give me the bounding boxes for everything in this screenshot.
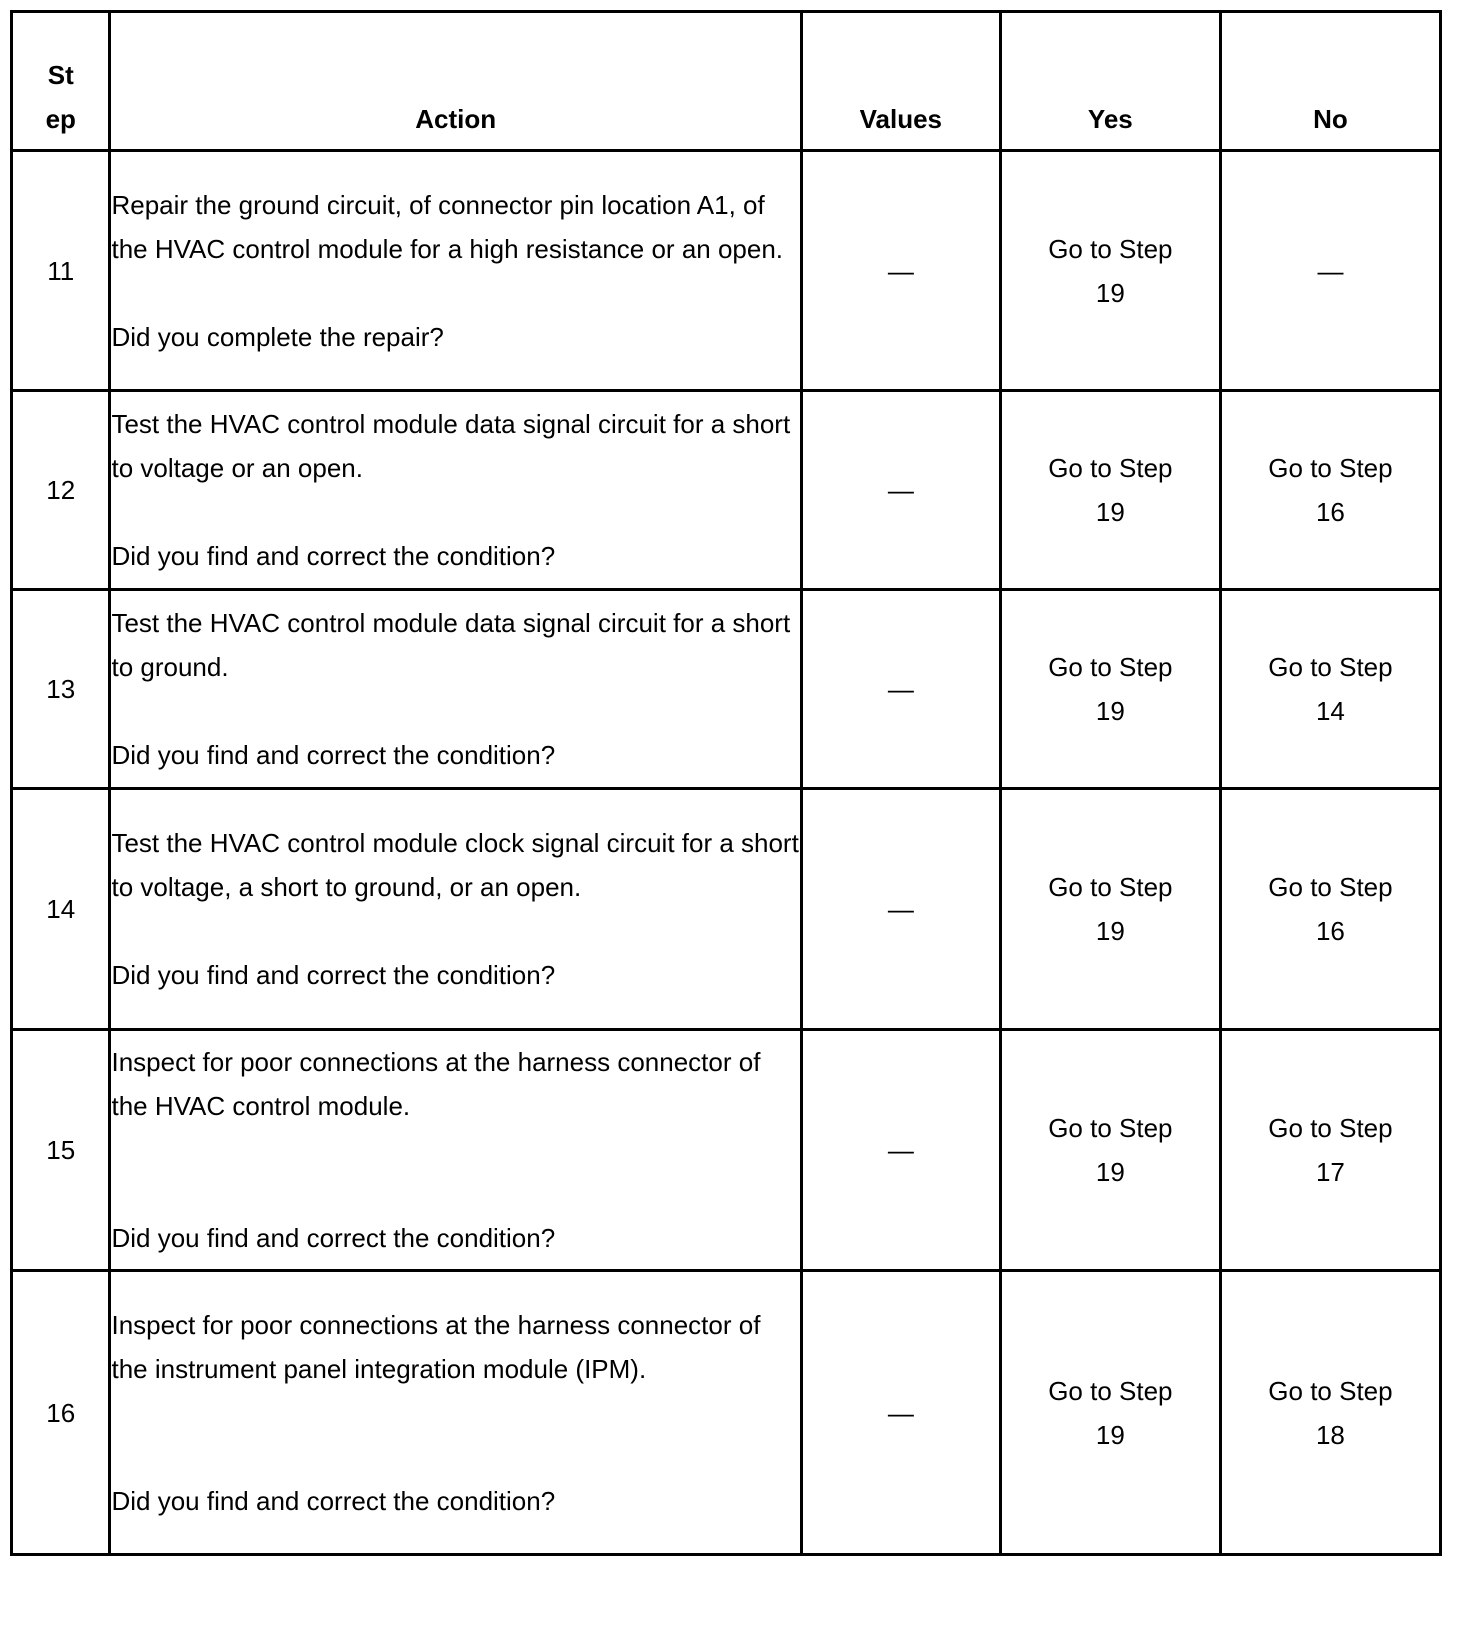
yes-goto-step: 19 [1095,916,1125,946]
step-number: 11 [12,151,110,391]
yes-cell [1000,590,1220,789]
no-goto-label: Go to Step [1268,1113,1393,1143]
header-row [12,12,1441,151]
diagnostic-table [10,10,1442,1556]
no-goto-step: 14 [1315,696,1345,726]
table-row [12,391,1441,590]
table-row [12,1030,1441,1271]
values-cell: — [801,391,1000,590]
yes-cell [1000,1271,1220,1555]
step-number: 13 [12,590,110,789]
no-column-header: No [1220,12,1440,151]
action-question: Did you find and correct the condition? [111,1223,556,1253]
no-goto-label: Go to Step [1268,453,1393,483]
no-goto-step: 16 [1315,916,1345,946]
values-cell: — [801,151,1000,391]
no-goto-step: 16 [1315,497,1345,527]
yes-goto-label: Go to Step [1048,1113,1173,1143]
values-column-header: Values [801,12,1000,151]
no-goto-label: Go to Step [1268,872,1393,902]
action-description: Inspect for poor connections at the harness connector of the instrument panel integration module (IPM). [111,1309,761,1384]
no-cell [1220,590,1440,789]
action-description: Test the HVAC control module clock signal circuit for a short to voltage, a short to ground, or an open. [111,828,799,902]
action-cell [110,391,801,590]
yes-cell [1000,151,1220,391]
action-question: Did you find and correct the condition? [111,960,556,990]
action-description: Repair the ground circuit, of connector pin location A1, of the HVAC control module for a high resistance or an open. [111,189,784,264]
step-column-header: St ep [12,12,110,151]
step-number: 14 [12,789,110,1030]
no-goto-step: 17 [1315,1157,1345,1187]
yes-goto-label: Go to Step [1048,652,1173,682]
yes-goto-link[interactable] [1002,865,1219,953]
values-cell: — [801,789,1000,1030]
step-number: 15 [12,1030,110,1271]
yes-goto-link[interactable] [1002,1369,1219,1457]
yes-goto-link[interactable] [1002,645,1219,733]
yes-goto-label: Go to Step [1048,872,1173,902]
action-question: Did you find and correct the condition? [111,740,556,770]
table-row [12,590,1441,789]
table-row [12,151,1441,391]
yes-goto-step: 19 [1095,1419,1125,1450]
step-number: 16 [12,1271,110,1555]
yes-goto-step: 19 [1095,696,1125,726]
action-description: Test the HVAC control module data signal circuit for a short to voltage or an open. [111,409,791,483]
yes-goto-step: 19 [1095,277,1125,308]
action-question: Did you find and correct the condition? [111,541,556,571]
values-cell: — [801,590,1000,789]
yes-column-header: Yes [1000,12,1220,151]
action-column-header: Action [110,12,801,151]
yes-goto-link[interactable] [1002,446,1219,534]
no-cell [1220,1030,1440,1271]
action-question: Did you find and correct the condition? [111,1485,556,1516]
no-goto-link[interactable] [1222,645,1439,733]
action-description: Inspect for poor connections at the harness connector of the HVAC control module. [111,1047,761,1121]
action-question: Did you complete the repair? [111,321,444,352]
no-goto-step: 18 [1315,1419,1345,1450]
values-cell: — [801,1030,1000,1271]
yes-goto-label: Go to Step [1048,453,1173,483]
no-goto-link[interactable] [1222,1106,1439,1194]
no-cell: — [1220,151,1440,391]
table-row [12,789,1441,1030]
no-goto-label: Go to Step [1268,652,1393,682]
no-cell [1220,391,1440,590]
no-cell [1220,789,1440,1030]
yes-cell [1000,789,1220,1030]
no-goto-link[interactable] [1222,446,1439,534]
action-description: Test the HVAC control module data signal circuit for a short to ground. [111,608,791,682]
yes-goto-step: 19 [1095,1157,1125,1187]
yes-cell [1000,1030,1220,1271]
no-goto-link[interactable] [1222,865,1439,953]
no-goto-link[interactable] [1222,1369,1439,1457]
table-row [12,1271,1441,1555]
yes-goto-link[interactable] [1002,1106,1219,1194]
action-cell [110,789,801,1030]
no-goto-label: Go to Step [1268,1375,1393,1406]
values-cell: — [801,1271,1000,1555]
yes-goto-step: 19 [1095,497,1125,527]
action-cell [110,590,801,789]
yes-goto-link[interactable] [1002,227,1219,315]
yes-goto-label: Go to Step [1048,1375,1173,1406]
action-cell [110,1030,801,1271]
yes-cell [1000,391,1220,590]
action-cell [110,1271,801,1555]
action-cell [110,151,801,391]
yes-goto-label: Go to Step [1048,233,1173,264]
step-number: 12 [12,391,110,590]
no-cell [1220,1271,1440,1555]
